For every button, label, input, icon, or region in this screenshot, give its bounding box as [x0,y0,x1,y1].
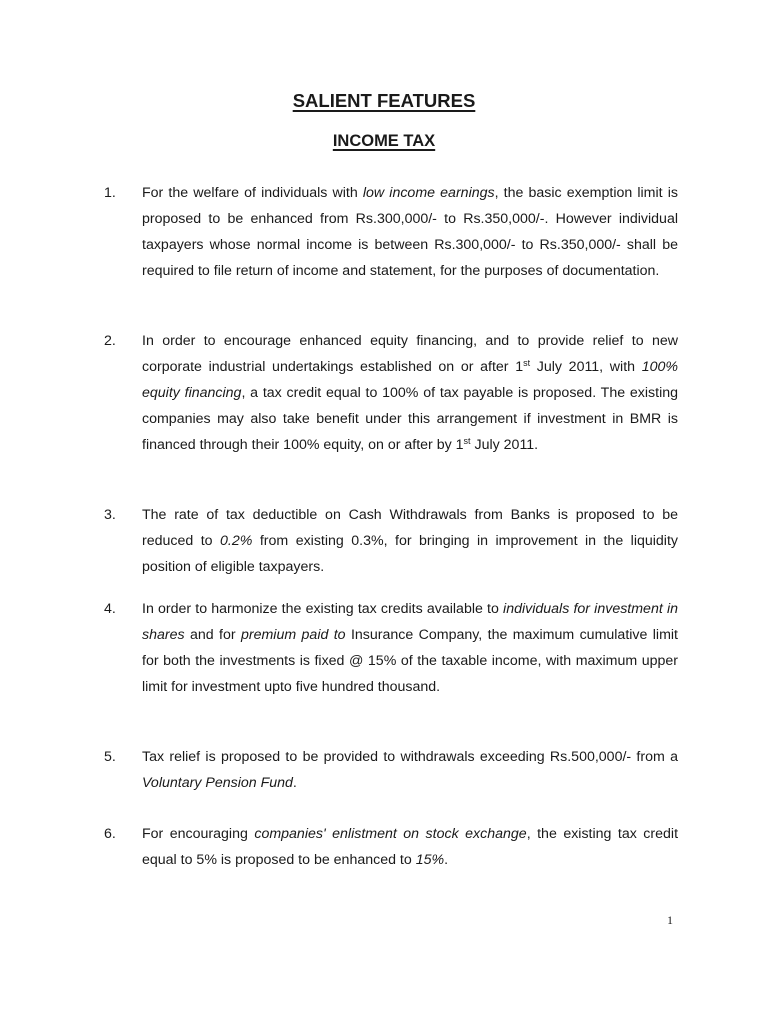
item-text: The rate of tax deductible on Cash Withdrawals from Banks is proposed to be reduced to 0.2% from existing 0.3%, for bringing in improvement in the liquidity position of eligible taxpayers. [142,507,678,575]
item-number: 2. [104,333,116,349]
page-title: SALIENT FEATURES [292,90,476,111]
item-number: 4. [104,601,116,617]
item-text: For encouraging companies' enlistment on stock exchange, the existing tax credit equal to 5% is proposed to be enhanced to 15%. [142,826,679,868]
item-text: In order to harmonize the existing tax credits available to individuals for investment in shares and for premium paid to Insurance Company, the maximum cumulative limit for both the investments is fixed @ 15% of the taxable income, with maximum upper limit for investment upto five hundred thousand. [142,601,678,695]
item-number: 5. [104,749,116,765]
item-text: In order to encourage enhanced equity financing, and to provide relief to new corporate industrial undertakings established on or after 1st July 2011, with 100% equity financing, a tax credit equal to 100% of tax payable is proposed. The existing companies may also take benefit under this arrangement if investment in BMR is financed through their 100% equity, on or after by 1st July 2011. [142,333,679,453]
item-number: 1. [104,185,116,201]
page-number: 1 [667,913,673,927]
item-text: For the welfare of individuals with low income earnings, the basic exemption limit is proposed to be enhanced from Rs.300,000/- to Rs.350,000/-. However individual taxpayers whose normal income is between Rs.300,000/- to Rs.350,000/- shall be required to file return of income and statement, for the purposes of documentation. [142,185,678,279]
section-heading: INCOME TAX [332,132,436,150]
item-number: 6. [104,826,116,842]
item-text: Tax relief is proposed to be provided to withdrawals exceeding Rs.500,000/- from a Voluntary Pension Fund. [142,749,678,791]
item-number: 3. [104,507,116,523]
